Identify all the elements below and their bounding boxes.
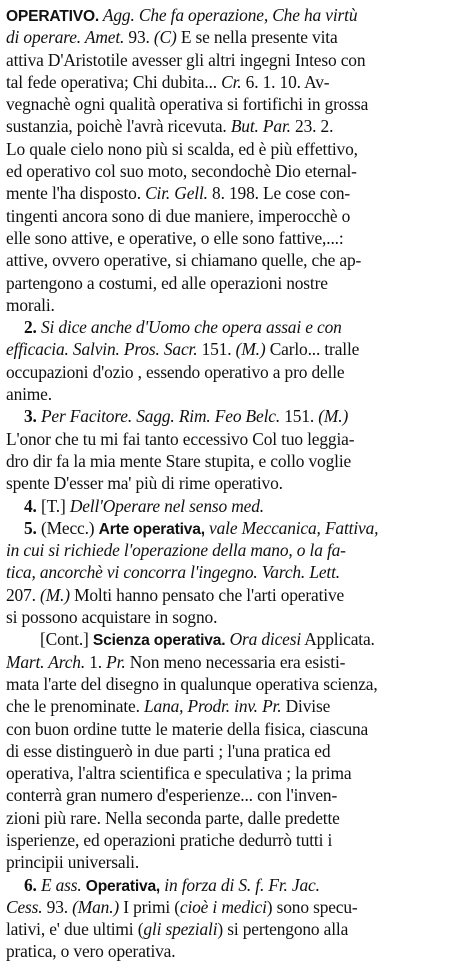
text-line	[6, 71, 466, 93]
text-line	[6, 205, 466, 227]
text-line	[6, 450, 466, 472]
headword-text: Scienza operativa.	[92, 632, 226, 650]
text-line	[6, 718, 466, 740]
text-run: pratica, o vero operativa.	[6, 941, 176, 962]
text-run: attiva D'Aristotile avesser gli altri ingegni Inteso con	[6, 49, 366, 70]
text-line	[6, 762, 466, 784]
text-run: in cui si richiede l'operazione della mano, o la fa-	[6, 540, 346, 561]
text-run: Divise	[281, 696, 331, 717]
text-line	[6, 160, 466, 182]
text-line	[6, 361, 466, 383]
text-run: lativi, e' due ultimi (	[6, 919, 144, 940]
text-line	[6, 829, 466, 851]
text-run: partengono a costumi, ed alle operazioni nostre	[6, 272, 328, 293]
text-run: mente l'ha disposto.	[6, 183, 146, 204]
text-run: in forza di S. f. Fr. Jac.	[160, 874, 320, 895]
headword-text: Arte operativa,	[98, 520, 205, 538]
text-line	[6, 606, 466, 628]
text-run: [Cont.]	[40, 629, 93, 650]
text-run: spente D'esser ma' più di rime operativo.	[6, 473, 283, 494]
text-line	[6, 495, 466, 517]
text-run: Molti hanno pensato che l'arti operative	[69, 584, 345, 605]
text-run: But. Par.	[230, 116, 291, 137]
text-run: 6. 1. 10. Av-	[241, 71, 330, 92]
text-line	[6, 138, 466, 160]
text-line	[6, 851, 466, 873]
text-run: Per Facitore. Sagg. Rim. Feo Belc.	[36, 406, 281, 427]
text-run: 8. 198. Le cose con-	[207, 183, 351, 204]
text-line	[6, 673, 466, 695]
text-line	[6, 784, 466, 806]
text-run: vale Meccanica, Fattiva,	[204, 517, 379, 538]
text-run: Carlo... tralle	[265, 339, 360, 360]
text-run: Applicata.	[301, 629, 375, 650]
text-run: principii universali.	[6, 852, 140, 873]
text-run: ) si pertengono alla	[217, 919, 349, 940]
text-run: dro dir fa la mia mente Stare stupita, e collo voglie	[6, 450, 352, 471]
text-run: Cir. Gell.	[145, 183, 208, 204]
text-run: Dell'Operare nel senso med.	[69, 495, 264, 516]
text-run: 207.	[6, 584, 41, 605]
text-line	[6, 740, 466, 762]
text-line	[6, 405, 466, 427]
text-run: tica, ancorchè vi concorra l'ingegno. Varch. Lett.	[6, 562, 340, 583]
text-run: 1.	[85, 651, 107, 672]
text-line	[6, 272, 466, 294]
text-run: morali.	[6, 294, 55, 315]
text-line	[6, 517, 466, 539]
sense-number: 3.	[24, 406, 37, 427]
text-run: Si dice anche d'Uomo che opera assai e con	[36, 317, 342, 338]
text-run: anime.	[6, 384, 52, 405]
text-run: con buon ordine tutte le materie della fisica, ciascuna	[6, 718, 369, 739]
text-run: vegnachè ogni qualità operativa si fortifichi in grossa	[6, 94, 369, 115]
text-run: (M.)	[235, 339, 266, 360]
text-run: E se nella presente vita	[176, 27, 338, 48]
text-run: ) sono specu-	[266, 896, 358, 917]
text-line	[6, 316, 466, 338]
text-run: Agg. Che fa operazione, Che ha virtù	[99, 5, 358, 25]
headword-text: Operativa,	[85, 877, 161, 895]
text-run: attive, ovvero operative, si chiamano quelle, che ap-	[6, 250, 362, 271]
text-run: mata l'arte del disegno in qualunque operativa scienza,	[6, 673, 378, 694]
sense-number: 5.	[24, 517, 37, 538]
text-run: sustanzia, poichè l'avrà ricevuta.	[6, 116, 231, 137]
text-line	[6, 227, 466, 249]
text-line	[6, 182, 466, 204]
text-line	[6, 539, 466, 561]
text-line	[6, 561, 466, 583]
text-line	[6, 584, 466, 606]
text-run: 151.	[280, 406, 319, 427]
text-run: I primi (	[119, 896, 180, 917]
text-run: Cess.	[6, 896, 43, 917]
text-run: 23. 2.	[290, 116, 334, 137]
text-run: tal fede operativa; Chi dubita...	[6, 71, 222, 92]
sense-number: 4.	[24, 495, 37, 516]
text-run: [T.]	[36, 495, 70, 516]
text-line	[6, 807, 466, 829]
text-run: cioè i medici	[179, 896, 267, 917]
text-run: si possono acquistare in sogno.	[6, 607, 218, 628]
text-run: efficacia. Salvin. Pros. Sacr.	[6, 339, 198, 360]
text-line	[6, 338, 466, 360]
text-run: (Man.)	[72, 896, 120, 917]
text-line	[6, 4, 466, 26]
text-run: Cr.	[221, 71, 242, 92]
text-line	[6, 49, 466, 71]
headword-text: OPERATIVO.	[6, 8, 100, 25]
text-run: isperienze, ed operazioni pratiche dedurrò tutti i	[6, 829, 333, 850]
text-line	[6, 115, 466, 137]
text-line	[6, 651, 466, 673]
text-run: di operare. Amet.	[6, 27, 125, 48]
text-line	[6, 896, 466, 918]
text-run: 151.	[197, 339, 236, 360]
text-run: (Mecc.)	[36, 517, 99, 538]
text-run: E ass.	[36, 874, 86, 895]
text-line	[6, 383, 466, 405]
text-run: Non meno necessaria era esisti-	[125, 651, 346, 672]
text-run: gli speziali	[143, 919, 218, 940]
text-run: di esse distinguerò in due parti ; l'una pratica ed	[6, 740, 331, 761]
text-run: occupazioni d'ozio , essendo operativo a pro delle	[6, 361, 345, 382]
text-run: conterrà gran numero d'esperienze... con l'inven-	[6, 785, 338, 806]
text-run: che le prenominate.	[6, 696, 144, 717]
text-run: operativa, l'altra scientifica e speculativa ; la prima	[6, 763, 352, 784]
text-run: (C)	[153, 27, 177, 48]
text-run: Ora dicesi	[225, 629, 302, 650]
text-line	[6, 472, 466, 494]
text-run: 93.	[124, 27, 154, 48]
text-line	[6, 249, 466, 271]
text-line	[6, 93, 466, 115]
text-line	[6, 26, 466, 48]
text-run: ed operativo col suo moto, secondochè Dio eternal-	[6, 161, 357, 182]
text-line	[6, 428, 466, 450]
text-run: L'onor che tu mi fai tanto eccessivo Col tuo leggia-	[6, 428, 355, 449]
text-run: tingenti ancora sono di due maniere, imperocchè o	[6, 205, 351, 226]
text-run: Lana, Prodr. inv. Pr.	[144, 696, 282, 717]
text-line	[6, 874, 466, 896]
text-run: Pr.	[106, 651, 126, 672]
text-line	[6, 628, 466, 650]
text-run: Mart. Arch.	[6, 651, 86, 672]
text-line	[6, 294, 466, 316]
text-line	[6, 940, 466, 962]
text-run: 93.	[42, 896, 73, 917]
text-run: Lo quale cielo nono più si scalda, ed è più effettivo,	[6, 138, 358, 159]
text-line	[6, 918, 466, 940]
text-run: (M.)	[318, 406, 349, 427]
sense-number: 2.	[24, 317, 37, 338]
text-run: zioni più rare. Nella seconda parte, dalle predette	[6, 807, 340, 828]
sense-number: 6.	[24, 874, 37, 895]
text-line	[6, 695, 466, 717]
text-run: elle sono attive, e operative, o elle sono fattive,...:	[6, 227, 344, 248]
text-run: (M.)	[40, 584, 70, 605]
